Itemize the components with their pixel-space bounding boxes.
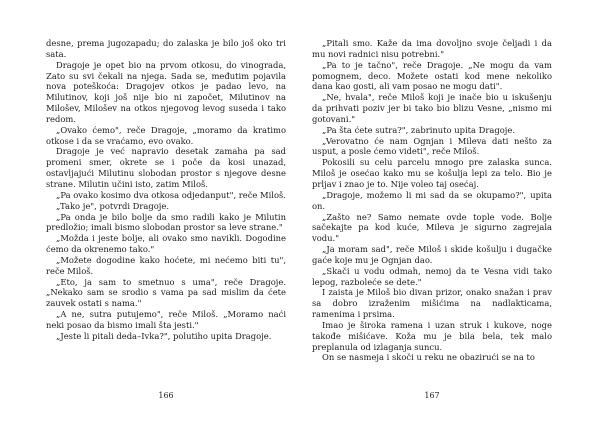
paragraph: „Pa to je tačno", reče Dragoje. „Ne mogu da vam pomognem, deco. Možete ostati kod mene nekoliko dana kao gosti, ali vam posao ne mogu dati". (312, 59, 552, 92)
paragraph: „Ne, hvala", reče Miloš koji je inače bio u iskušenju da prihvati poziv jer bi tako bio blizu Vesne, „nismo mi gotovani." (312, 92, 552, 124)
paragraph: „Ovako ćemo", reče Dragoje, „moramo da kratimo otkose i da se vraćamo, evo ovako. (46, 124, 286, 146)
paragraph: Imao je široka ramena i uzan struk i kukove, noge takođe mišićave. Koža mu je bila bela, tek malo preplanula od izlaganja suncu. (312, 319, 552, 352)
paragraph: „Skači u vodu odmah, nemoj da te Vesna vidi tako lepog, razbolеće se dete." (312, 265, 552, 287)
paragraph: On se nasmeja i skoči u reku ne obazirući se na to (322, 352, 535, 363)
paragraph: desne, prema jugozapadu; do zalaska je bilo još oko tri sata. (46, 38, 286, 59)
paragraph: „Pitali smo. Kaže da ima dovoljno svoje čeljadi i da mu novi radnici nisu potrebni." (312, 38, 552, 59)
paragraph: „Jeste li pitali deda–Ivka?", polutiho upita Dragoje. (56, 330, 272, 341)
right-page-number: 167 (424, 391, 440, 400)
paragraph: „Pa ovako kosimo dva otkosa odjedanput", reče Miloš. (56, 189, 286, 200)
paragraph: I zaista je Miloš bio divan prizor, onako snažan i prav sa dobro izraženim mišićima na nadlakticama, ramenima i prsima. (312, 287, 552, 320)
paragraph: „Možda i jeste bolje, ali ovako smo navikli. Dogodine ćemo da okrenemo tako." (46, 233, 286, 255)
paragraph: „Verovatno će nam Ognjan i Mileva dati nešto za usput, a posle ćemo videti", reče Miloš. (312, 135, 552, 157)
paragraph: „A ne, sutra putujemo", reče Miloš. „Moramo naći neki posao da bismo imali šta jesti." (46, 309, 286, 330)
paragraph: „Dragoje, možemo li mi sad da se okupamo?", upita on. (312, 189, 552, 211)
paragraph: „Zašto ne? Samo nemate ovde tople vode. Bolje sačekajte pa kod kuće, Mileva je sigurno zagrejala vodu." (312, 211, 552, 244)
paragraph: „Pa onda je bilo bolje da smo radili kako je Milutin predložio; imali bismo slobodan prostor sa leve strane." (46, 211, 286, 233)
left-page-text (46, 38, 286, 342)
paragraph: „Možete dogodine kako hoćete, mi nećemo biti tu", reče Miloš. (46, 254, 286, 276)
paragraph: „Eto, ja sam to smetnuo s uma", reče Dragoje. „Nekako sam se srodio s vama pa sad mislim da ćete zauvek ostati s nama." (46, 276, 286, 309)
paragraph: „Pa šta ćete sutra?", zabrinuto upita Dragoje. (322, 124, 516, 135)
paragraph: Pokosili su celu parcelu mnogo pre zalaska sunca. Miloš je osećao kako mu se košulja lepi za telo. Bio je prljav i znao je to. Nije voleo taj osećaj. (312, 157, 552, 189)
paragraph: Dragoje je već napravio desetak zamaha pa sad promeni smer, okrete se i poče da kosi unazad, ostavljajući Milutinu slobodan prostor s njegove desne strane. Milutin učini isto, zatim Miloš. (46, 146, 286, 189)
paragraph: Dragoje je opet bio na prvom otkosu, do vinograda, Zato su svi čekali na njega. Sada se, međutim pojavila nova poteškoća: Dragojev otkos je padao levo, na Milutinov, koji još nije bio ni započet, Milutinov na Milošev, Milošev na otkos njegovog levog suseda i tako redom. (46, 59, 286, 124)
left-page-number: 166 (158, 391, 174, 400)
paragraph: „Tako je", potvrdi Dragoje. (56, 200, 170, 211)
right-page-text (312, 38, 552, 363)
paragraph: „Ja moram sad", reče Miloš i skide košulju i dugačke gaće koje mu je Ognjan dao. (312, 244, 552, 265)
